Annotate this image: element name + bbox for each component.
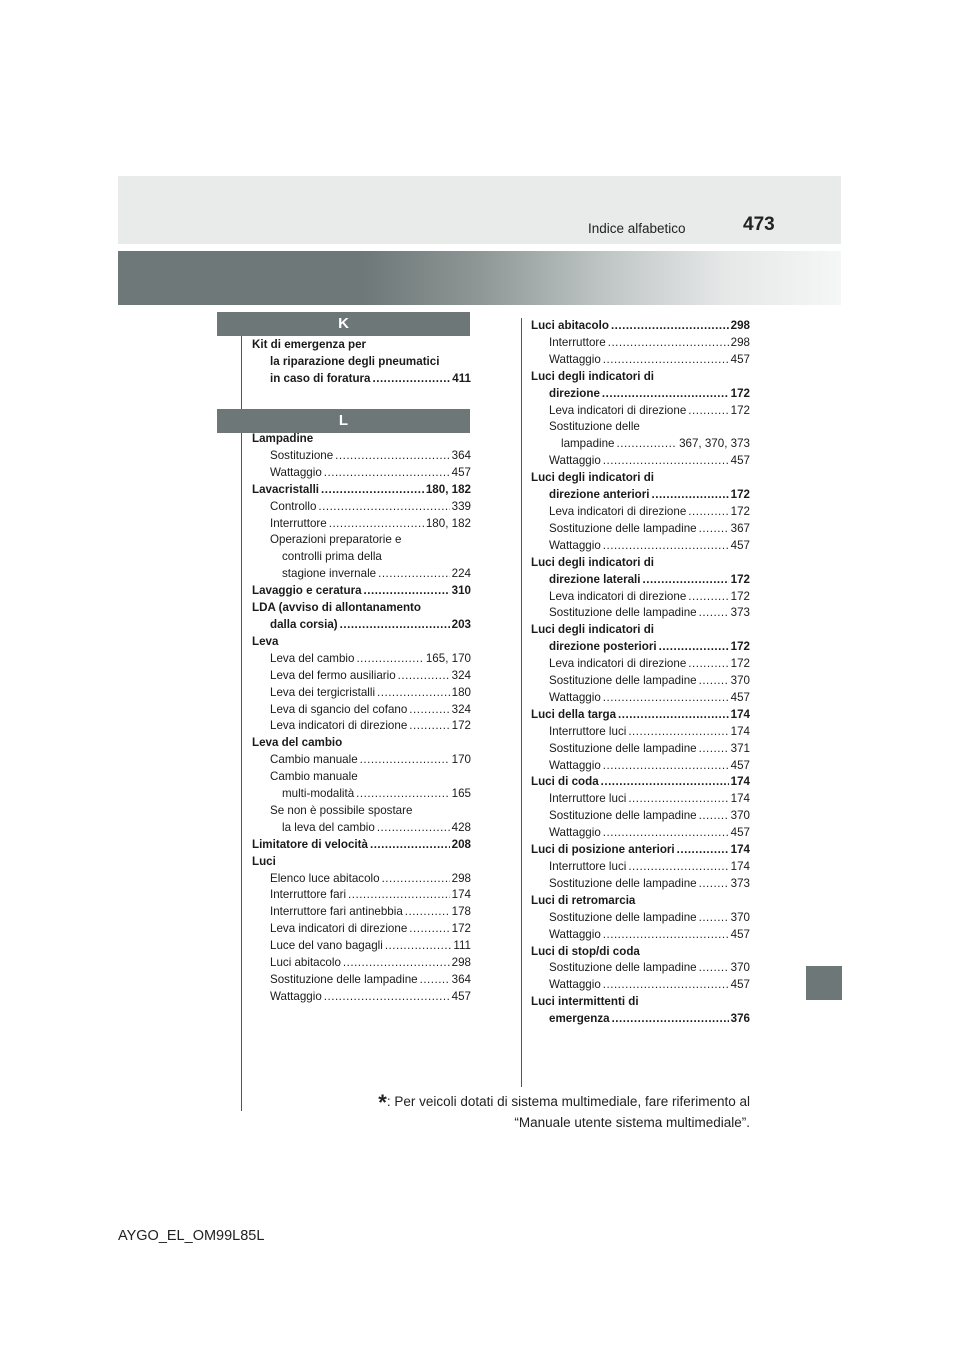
entry-page-ref: 174 bbox=[730, 707, 750, 721]
index-entry bbox=[252, 371, 471, 388]
index-entry bbox=[252, 989, 471, 1006]
entry-page-ref: 376 bbox=[730, 1012, 750, 1026]
dot-leader bbox=[409, 702, 449, 719]
entry-term: Luci degli indicatori di bbox=[531, 555, 655, 569]
entry-term: Luci di coda bbox=[531, 775, 599, 789]
entry-term: la riparazione degli pneumatici bbox=[270, 354, 440, 368]
entry-term: Sostituzione delle lampadine bbox=[549, 674, 697, 688]
index-entry bbox=[252, 685, 471, 702]
entry-term: Lavaggio e ceratura bbox=[252, 584, 362, 598]
entry-term: Luce del vano bagagli bbox=[270, 939, 383, 953]
index-entry bbox=[531, 944, 750, 961]
footnote-asterisk: * bbox=[378, 1090, 387, 1115]
entry-term: direzione posteriori bbox=[549, 640, 657, 654]
dot-leader bbox=[688, 504, 728, 521]
page-title: Indice alfabetico bbox=[588, 221, 686, 236]
dot-leader bbox=[699, 605, 729, 622]
dot-leader bbox=[603, 690, 729, 707]
dot-leader bbox=[324, 989, 450, 1006]
entry-term: Luci abitacolo bbox=[270, 956, 341, 970]
index-entry bbox=[252, 634, 471, 651]
dot-leader bbox=[356, 786, 449, 803]
entry-term: Interruttore fari antinebbia bbox=[270, 905, 403, 919]
entry-page-ref: 364 bbox=[451, 448, 471, 462]
dot-leader bbox=[385, 938, 452, 955]
index-entry bbox=[531, 386, 750, 403]
entry-page-ref: 373 bbox=[730, 606, 750, 620]
entry-term: Leva dei tergicristalli bbox=[270, 685, 376, 699]
entry-page-ref: 339 bbox=[451, 499, 471, 513]
entry-page-ref: 180 bbox=[451, 685, 471, 699]
index-entry bbox=[252, 904, 471, 921]
entry-page-ref: 172 bbox=[451, 719, 471, 733]
dot-leader bbox=[618, 707, 729, 724]
index-entry bbox=[252, 617, 471, 634]
index-entry bbox=[252, 448, 471, 465]
dot-leader bbox=[603, 825, 729, 842]
index-entry bbox=[531, 555, 750, 572]
entry-term: Luci abitacolo bbox=[531, 319, 609, 332]
entry-term: Leva del fermo ausiliario bbox=[270, 668, 396, 682]
entry-term: Leva indicatori di direzione bbox=[270, 719, 408, 733]
dot-leader bbox=[324, 465, 450, 482]
entry-page-ref: 208 bbox=[451, 837, 471, 851]
entry-page-ref: 298 bbox=[730, 335, 750, 349]
dot-leader bbox=[603, 927, 729, 944]
entry-page-ref: 457 bbox=[730, 454, 750, 468]
entry-page-ref: 310 bbox=[451, 584, 471, 598]
dot-leader bbox=[335, 448, 449, 465]
index-column-right bbox=[531, 318, 750, 1028]
index-entry bbox=[531, 808, 750, 825]
index-entry bbox=[531, 994, 750, 1011]
entry-page-ref: 457 bbox=[451, 465, 471, 479]
index-entry bbox=[531, 825, 750, 842]
dot-leader bbox=[699, 910, 729, 927]
dot-leader bbox=[603, 538, 729, 555]
dot-leader bbox=[602, 386, 729, 403]
header-gradient-band bbox=[118, 251, 841, 305]
entry-term: Luci della targa bbox=[531, 707, 617, 721]
entry-page-ref: 203 bbox=[451, 617, 471, 631]
dot-leader bbox=[356, 651, 423, 668]
index-entry bbox=[252, 702, 471, 719]
dot-leader bbox=[677, 842, 729, 859]
entry-term: Wattaggio bbox=[549, 538, 601, 552]
entry-term: Operazioni preparatorie e bbox=[270, 533, 402, 547]
dot-leader bbox=[409, 921, 449, 938]
dot-leader bbox=[617, 436, 678, 453]
index-entry bbox=[252, 337, 471, 354]
index-entry bbox=[252, 532, 471, 549]
entry-page-ref: 180, 182 bbox=[425, 516, 471, 530]
entry-page-ref: 371 bbox=[730, 741, 750, 755]
index-entry bbox=[531, 436, 750, 453]
entry-term: controlli prima della bbox=[282, 550, 382, 564]
dot-leader bbox=[601, 774, 729, 791]
entry-term: Interruttore luci bbox=[549, 860, 627, 873]
index-entry bbox=[531, 335, 750, 352]
entry-page-ref: 178 bbox=[451, 905, 471, 919]
entry-term: Interruttore bbox=[270, 516, 327, 530]
entry-term: Sostituzione delle lampadine bbox=[549, 741, 697, 755]
index-entry bbox=[531, 690, 750, 707]
dot-leader bbox=[603, 453, 729, 470]
entry-page-ref: 174 bbox=[730, 792, 750, 806]
dot-leader bbox=[652, 487, 729, 504]
entry-page-ref: 174 bbox=[451, 888, 471, 902]
entry-term: Leva del cambio bbox=[270, 651, 355, 665]
entry-term: Lampadine bbox=[252, 432, 314, 445]
document-code: AYGO_EL_OM99L85L bbox=[118, 1228, 265, 1244]
left-divider bbox=[241, 318, 242, 1111]
entry-term: direzione anteriori bbox=[549, 488, 650, 502]
entry-page-ref: 165 bbox=[451, 787, 471, 801]
index-entry bbox=[252, 668, 471, 685]
index-entry bbox=[252, 938, 471, 955]
entry-term: Cambio manuale bbox=[270, 770, 358, 784]
dot-leader bbox=[329, 516, 424, 533]
entry-page-ref: 428 bbox=[451, 820, 471, 834]
dot-leader bbox=[377, 820, 450, 837]
entry-page-ref: 457 bbox=[730, 927, 750, 941]
entry-page-ref: 457 bbox=[730, 690, 750, 704]
index-entry bbox=[252, 803, 471, 820]
index-entry bbox=[531, 774, 750, 791]
index-entry bbox=[252, 718, 471, 735]
dot-leader bbox=[659, 639, 729, 656]
index-entry bbox=[531, 893, 750, 910]
entry-term: Wattaggio bbox=[549, 826, 601, 840]
index-column-l bbox=[252, 431, 471, 1006]
entry-page-ref: 170 bbox=[451, 753, 471, 767]
entry-page-ref: 411 bbox=[452, 371, 471, 385]
index-entry bbox=[531, 369, 750, 386]
entry-page-ref: 174 bbox=[730, 860, 750, 873]
entry-page-ref: 224 bbox=[451, 567, 471, 581]
entry-page-ref: 457 bbox=[730, 826, 750, 840]
entry-page-ref: 370 bbox=[730, 809, 750, 823]
entry-term: Luci di retromarcia bbox=[531, 893, 636, 907]
entry-page-ref: 172 bbox=[730, 589, 750, 603]
dot-leader bbox=[628, 791, 728, 808]
entry-page-ref: 298 bbox=[451, 956, 471, 970]
dot-leader bbox=[699, 741, 729, 758]
dot-leader bbox=[699, 876, 729, 893]
dot-leader bbox=[688, 403, 728, 420]
index-entry bbox=[252, 769, 471, 786]
entry-term: emergenza bbox=[549, 1012, 610, 1026]
dot-leader bbox=[628, 724, 728, 741]
dot-leader bbox=[340, 617, 450, 634]
entry-term: Wattaggio bbox=[270, 465, 322, 479]
index-entry bbox=[531, 1011, 750, 1028]
index-entry bbox=[531, 419, 750, 436]
index-entry bbox=[531, 707, 750, 724]
index-entry bbox=[531, 572, 750, 589]
entry-page-ref: 370 bbox=[730, 910, 750, 924]
index-entry bbox=[252, 735, 471, 752]
index-entry bbox=[252, 549, 471, 566]
index-entry bbox=[531, 403, 750, 420]
entry-term: direzione laterali bbox=[549, 572, 641, 586]
entry-page-ref: 172 bbox=[730, 386, 750, 400]
dot-leader bbox=[398, 668, 450, 685]
entry-page-ref: 324 bbox=[451, 668, 471, 682]
entry-page-ref: 174 bbox=[730, 775, 750, 789]
entry-term: Sostituzione bbox=[270, 448, 334, 462]
entry-page-ref: 298 bbox=[451, 871, 471, 885]
entry-term: Sostituzione delle lampadine bbox=[549, 809, 697, 823]
entry-term: Luci degli indicatori di bbox=[531, 369, 655, 383]
entry-term: stagione invernale bbox=[282, 567, 377, 581]
entry-page-ref: 367, 370, 373 bbox=[679, 437, 750, 451]
entry-term: Luci degli indicatori di bbox=[531, 471, 655, 485]
index-entry bbox=[252, 887, 471, 904]
entry-page-ref: 370 bbox=[730, 961, 750, 975]
index-entry bbox=[531, 504, 750, 521]
index-entry bbox=[531, 538, 750, 555]
entry-page-ref: 457 bbox=[730, 758, 750, 772]
entry-page-ref: 298 bbox=[730, 319, 750, 332]
dot-leader bbox=[370, 837, 450, 854]
dot-leader bbox=[318, 499, 449, 516]
entry-term: Wattaggio bbox=[549, 352, 601, 366]
dot-leader bbox=[608, 335, 729, 352]
index-entry bbox=[531, 605, 750, 622]
entry-page-ref: 172 bbox=[730, 640, 750, 654]
entry-term: Leva bbox=[252, 634, 279, 648]
index-entry bbox=[531, 622, 750, 639]
entry-term: Luci bbox=[252, 854, 276, 868]
index-entry bbox=[531, 977, 750, 994]
dot-leader bbox=[628, 859, 728, 876]
dot-leader bbox=[382, 871, 450, 888]
entry-term: Wattaggio bbox=[549, 690, 601, 704]
dot-leader bbox=[378, 566, 450, 583]
entry-term: Sostituzione delle bbox=[549, 420, 640, 434]
entry-term: Leva del cambio bbox=[252, 736, 343, 750]
entry-term: Kit di emergenza per bbox=[252, 338, 367, 351]
entry-term: Limitatore di velocità bbox=[252, 837, 368, 851]
footnote-line-2: “Manuale utente sistema multimediale”. bbox=[514, 1115, 750, 1130]
entry-term: Leva indicatori di direzione bbox=[549, 504, 687, 518]
dot-leader bbox=[699, 673, 729, 690]
entry-term: Lavacristalli bbox=[252, 482, 320, 496]
entry-term: Interruttore luci bbox=[549, 792, 627, 806]
dot-leader bbox=[377, 685, 450, 702]
entry-term: Luci intermittenti di bbox=[531, 995, 639, 1009]
entry-page-ref: 172 bbox=[730, 403, 750, 417]
entry-page-ref: 457 bbox=[730, 352, 750, 366]
entry-term: multi-modalità bbox=[282, 787, 355, 801]
entry-term: Wattaggio bbox=[270, 989, 322, 1003]
entry-page-ref: 172 bbox=[730, 657, 750, 671]
index-entry bbox=[531, 960, 750, 977]
section-letter-k: K bbox=[217, 312, 470, 336]
footnote-line-1 bbox=[378, 1090, 750, 1116]
entry-page-ref: 373 bbox=[730, 876, 750, 890]
entry-term: Sostituzione delle lampadine bbox=[270, 973, 418, 986]
dot-leader bbox=[699, 960, 729, 977]
index-entry bbox=[252, 583, 471, 600]
entry-term: Sostituzione delle lampadine bbox=[549, 961, 697, 975]
entry-page-ref: 457 bbox=[730, 538, 750, 552]
index-entry bbox=[531, 791, 750, 808]
section-letter-l: L bbox=[217, 409, 470, 433]
dot-leader bbox=[688, 656, 728, 673]
dot-leader bbox=[688, 589, 728, 606]
index-entry bbox=[252, 516, 471, 533]
index-entry bbox=[252, 482, 471, 499]
entry-page-ref: 180, 182 bbox=[425, 482, 471, 496]
entry-page-ref: 457 bbox=[730, 978, 750, 992]
dot-leader bbox=[373, 371, 451, 388]
dot-leader bbox=[699, 808, 729, 825]
entry-term: direzione bbox=[549, 386, 600, 400]
index-entry bbox=[531, 859, 750, 876]
index-entry bbox=[531, 656, 750, 673]
entry-term: Luci di stop/di coda bbox=[531, 944, 640, 958]
index-entry bbox=[531, 842, 750, 859]
entry-term: Luci di posizione anteriori bbox=[531, 843, 675, 857]
dot-leader bbox=[612, 1011, 729, 1028]
entry-page-ref: 457 bbox=[451, 989, 471, 1003]
dot-leader bbox=[420, 972, 450, 989]
index-entry bbox=[531, 521, 750, 538]
index-entry bbox=[531, 453, 750, 470]
entry-page-ref: 174 bbox=[730, 724, 750, 738]
entry-term: Wattaggio bbox=[549, 978, 601, 992]
dot-leader bbox=[643, 572, 729, 589]
dot-leader bbox=[603, 977, 729, 994]
entry-term: Leva indicatori di direzione bbox=[549, 657, 687, 671]
entry-term: Sostituzione delle lampadine bbox=[549, 876, 697, 890]
index-entry bbox=[252, 921, 471, 938]
entry-term: Leva indicatori di direzione bbox=[549, 589, 687, 603]
entry-term: Interruttore bbox=[549, 335, 606, 349]
entry-term: Elenco luce abitacolo bbox=[270, 871, 380, 885]
entry-term: Interruttore luci bbox=[549, 724, 627, 738]
index-entry bbox=[252, 837, 471, 854]
entry-term: Se non è possibile spostare bbox=[270, 803, 413, 817]
entry-page-ref: 172 bbox=[730, 572, 750, 586]
index-entry bbox=[252, 955, 471, 972]
entry-page-ref: 324 bbox=[451, 702, 471, 716]
index-entry bbox=[531, 758, 750, 775]
entry-term: Leva indicatori di direzione bbox=[270, 922, 408, 936]
index-entry bbox=[531, 673, 750, 690]
index-entry bbox=[531, 352, 750, 369]
entry-term: la leva del cambio bbox=[282, 820, 375, 834]
entry-term: Sostituzione delle lampadine bbox=[549, 910, 697, 924]
index-entry bbox=[252, 854, 471, 871]
page-number: 473 bbox=[743, 214, 775, 235]
index-entry bbox=[252, 566, 471, 583]
dot-leader bbox=[348, 887, 450, 904]
dot-leader bbox=[409, 718, 449, 735]
entry-page-ref: 165, 170 bbox=[425, 651, 471, 665]
index-entry bbox=[252, 871, 471, 888]
index-entry bbox=[252, 972, 471, 989]
dot-leader bbox=[405, 904, 450, 921]
dot-leader bbox=[603, 758, 729, 775]
index-entry bbox=[252, 465, 471, 482]
entry-term: LDA (avviso di allontanamento bbox=[252, 601, 421, 615]
index-entry bbox=[531, 318, 750, 335]
entry-term: dalla corsia) bbox=[270, 617, 338, 631]
entry-page-ref: 172 bbox=[451, 922, 471, 936]
entry-page-ref: 367 bbox=[730, 521, 750, 535]
entry-term: in caso di foratura bbox=[270, 371, 371, 385]
index-entry bbox=[252, 820, 471, 837]
dot-leader bbox=[321, 482, 424, 499]
index-entry bbox=[252, 651, 471, 668]
dot-leader bbox=[699, 521, 729, 538]
index-entry bbox=[531, 927, 750, 944]
index-entry bbox=[531, 639, 750, 656]
entry-term: Sostituzione delle lampadine bbox=[549, 606, 697, 620]
center-divider bbox=[521, 318, 522, 1087]
entry-term: Leva di sgancio del cofano bbox=[270, 702, 408, 716]
index-entry bbox=[252, 499, 471, 516]
dot-leader bbox=[360, 752, 450, 769]
entry-page-ref: 172 bbox=[730, 504, 750, 518]
chapter-tab bbox=[806, 966, 842, 1000]
index-entry bbox=[252, 431, 471, 448]
index-entry bbox=[252, 752, 471, 769]
dot-leader bbox=[603, 352, 729, 369]
index-entry bbox=[531, 724, 750, 741]
dot-leader bbox=[611, 318, 729, 335]
index-entry bbox=[531, 589, 750, 606]
entry-term: lampadine bbox=[561, 437, 615, 451]
entry-page-ref: 174 bbox=[730, 843, 750, 857]
dot-leader bbox=[343, 955, 450, 972]
entry-term: Luci degli indicatori di bbox=[531, 623, 655, 637]
entry-page-ref: 370 bbox=[730, 674, 750, 688]
dot-leader bbox=[364, 583, 450, 600]
entry-term: Wattaggio bbox=[549, 758, 601, 772]
entry-page-ref: 111 bbox=[453, 939, 471, 953]
entry-term: Controllo bbox=[270, 499, 317, 513]
entry-term: Wattaggio bbox=[549, 454, 601, 468]
footnote-text-1: : Per veicoli dotati di sistema multimediale, fare riferimento al bbox=[386, 1094, 750, 1109]
index-entry bbox=[252, 600, 471, 617]
index-entry bbox=[531, 470, 750, 487]
entry-page-ref: 364 bbox=[451, 973, 471, 986]
index-entry bbox=[531, 487, 750, 504]
entry-term: Sostituzione delle lampadine bbox=[549, 521, 697, 535]
entry-term: Leva indicatori di direzione bbox=[549, 403, 687, 417]
header-top-band bbox=[118, 176, 841, 244]
index-entry bbox=[252, 786, 471, 803]
index-entry bbox=[252, 354, 471, 371]
index-entry bbox=[531, 876, 750, 893]
index-entry bbox=[531, 741, 750, 758]
entry-term: Interruttore fari bbox=[270, 888, 347, 902]
entry-term: Cambio manuale bbox=[270, 753, 358, 767]
entry-term: Wattaggio bbox=[549, 927, 601, 941]
entry-page-ref: 172 bbox=[730, 488, 750, 502]
index-column-k bbox=[252, 337, 471, 388]
index-entry bbox=[531, 910, 750, 927]
